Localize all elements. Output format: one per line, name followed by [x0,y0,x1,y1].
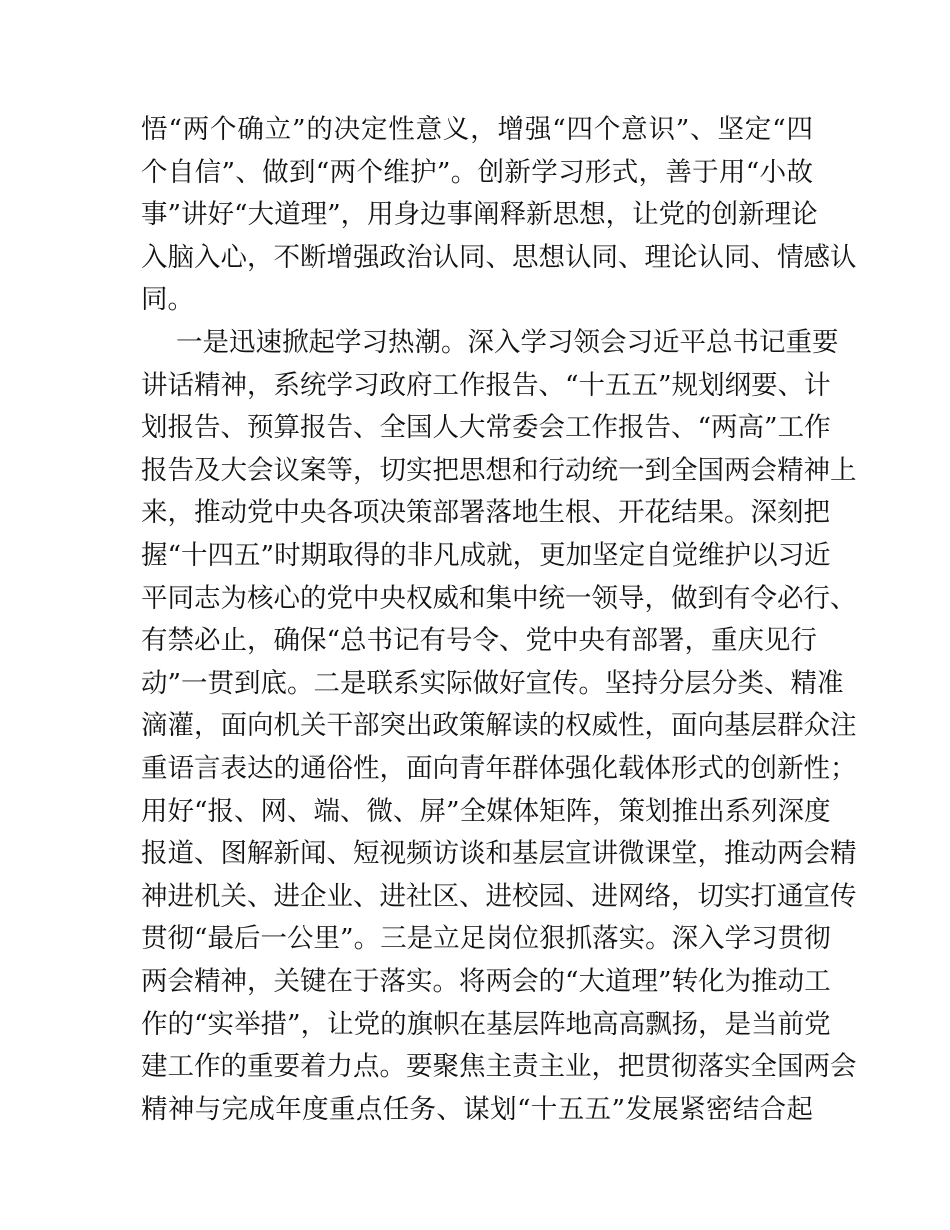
paragraph-line: 有禁必止，确保“总书记有号令、党中央有部署，重庆见行 [141,625,818,657]
paragraph-line: 两会精神，关键在于落实。将两会的“大道理”转化为推动工 [141,965,831,997]
paragraph-line: 神进机关、进企业、进社区、进校园、进网络，切实打通宣传 [141,880,857,912]
paragraph-line: 悟“两个确立”的决定性意义，增强“四个意识”、坚定“四 [141,114,813,145]
paragraph-line: 用好“报、网、端、微、屏”全媒体矩阵，策划推出系列深度 [141,795,831,827]
paragraph-line: 报告及大会议案等，切实把思想和行动统一到全国两会精神上 [141,454,857,486]
paragraph-line: 贯彻“最后一公里”。三是立足岗位狠抓落实。深入学习贯彻 [141,923,831,955]
paragraph-line: 同。 [141,284,194,316]
paragraph-line: 一是迅速掀起学习热潮。深入学习领会习近平总书记重要 [176,327,839,358]
paragraph-line: 动”一贯到底。二是联系实际做好宣传。坚持分层分类、精准 [141,667,844,699]
paragraph-line: 重语言表达的通俗性，面向青年群体强化载体形式的创新性； [141,752,857,784]
paragraph-line: 划报告、预算报告、全国人大常委会工作报告、“两高”工作 [141,412,831,444]
paragraph-line: 来，推动党中央各项决策部署落地生根、开花结果。深刻把 [141,497,830,529]
paragraph-line: 作的“实举措”，让党的旗帜在基层阵地高高飘扬，是当前党 [141,1008,831,1040]
paragraph-line: 平同志为核心的党中央权威和集中统一领导，做到有令必行、 [141,582,857,614]
paragraph-line: 事”讲好“大道理”，用身边事阐释新思想，让党的创新理论 [141,199,818,231]
paragraph-line: 个自信”、做到“两个维护”。创新学习形式，善于用“小故 [141,156,813,188]
paragraph-line: 握“十四五”时期取得的非凡成就，更加坚定自觉维护以习近 [141,539,831,571]
paragraph-line: 精神与完成年度重点任务、谋划“十五五”发展紧密结合起 [141,1093,813,1125]
paragraph-1 [141,109,857,322]
paragraph-2 [141,322,857,1131]
paragraph-line: 讲话精神，系统学习政府工作报告、“十五五”规划纲要、计 [141,369,831,401]
paragraph-line: 报道、图解新闻、短视频访谈和基层宣讲微课堂，推动两会精 [141,838,857,870]
paragraph-line: 滴灌，面向机关干部突出政策解读的权威性，面向基层群众注 [141,710,857,742]
paragraph-line: 建工作的重要着力点。要聚焦主责主业，把贯彻落实全国两会 [141,1051,857,1083]
paragraph-line: 入脑入心，不断增强政治认同、思想认同、理论认同、情感认 [141,241,857,273]
